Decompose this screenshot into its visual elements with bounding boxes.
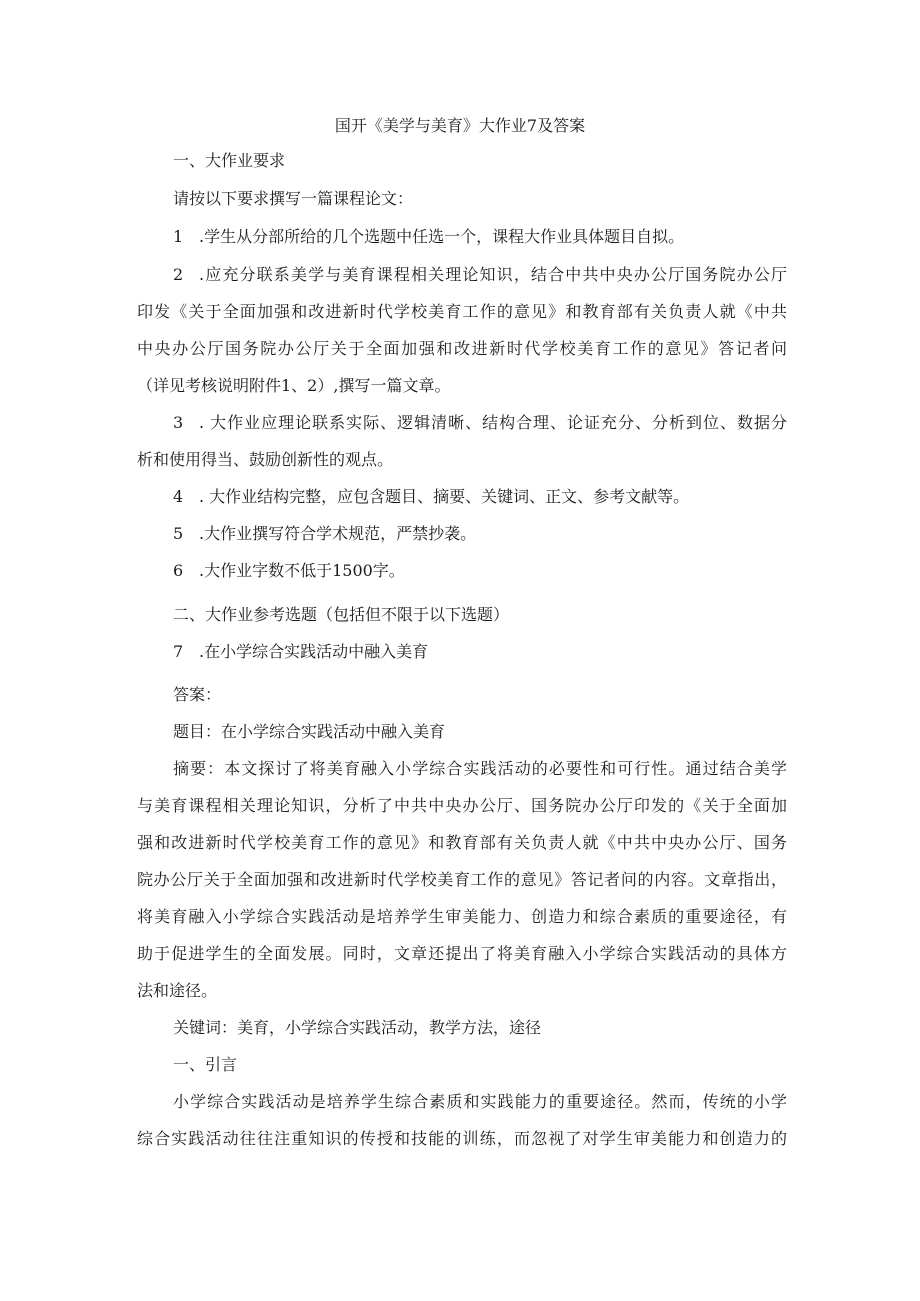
body-line-1: 小学综合实践活动是培养学生综合素质和实践能力的重要途径。然而，传统的小学 [173, 1092, 787, 1111]
intro-paragraph: 请按以下要求撰写一篇课程论文： [173, 189, 414, 208]
requirement-item-6 [173, 560, 787, 582]
requirement-2-line-3: 中央办公厅国务院办公厅关于全面加强和改进新时代学校美育工作的意见》答记者问 [137, 339, 787, 358]
requirement-2-line-4: （详见考核说明附件1、2）,撰写一篇文章。 [137, 376, 451, 395]
requirement-text: .大作业撰写符合学术规范，严禁抄袭。 [199, 524, 477, 543]
requirement-number: 1 [173, 227, 184, 246]
answer-label: 答案： [173, 685, 222, 704]
requirement-item-5 [173, 523, 787, 545]
abstract-line-1: 摘要：本文探讨了将美育融入小学综合实践活动的必要性和可行性。通过结合美学 [173, 759, 787, 778]
requirement-item-2 [173, 264, 787, 286]
requirement-item-4 [173, 486, 787, 508]
abstract-line-4: 院办公厅关于全面加强和改进新时代学校美育工作的意见》答记者问的内容。文章指出， [137, 870, 787, 889]
section-heading-topics: 二、大作业参考选题（包括但不限于以下选题） [173, 605, 510, 624]
document-title: 国开《美学与美育》大作业7及答案 [334, 116, 586, 135]
requirement-3-line-2: 析和使用得当、鼓励创新性的观点。 [137, 450, 394, 469]
requirement-number: 3 [173, 413, 184, 432]
keywords: 关键词：美育，小学综合实践活动，教学方法，途径 [173, 1018, 542, 1037]
requirement-number: 2 [173, 265, 184, 284]
requirement-number: 4 [173, 487, 184, 506]
section-heading-introduction: 一、引言 [173, 1055, 238, 1074]
requirement-text: . 大作业应理论联系实际、逻辑清晰、结构合理、论证充分、分析到位、数据分 [199, 413, 787, 432]
abstract-line-2: 与美育课程相关理论知识，分析了中共中央办公厅、国务院办公厅印发的《关于全面加 [137, 796, 787, 815]
requirement-item-1 [173, 226, 787, 248]
topic-text: .在小学综合实践活动中融入美育 [199, 642, 429, 661]
requirement-text: .大作业字数不低于1500字。 [199, 561, 405, 580]
abstract-line-3: 强和改进新时代学校美育工作的意见》和教育部有关负责人就《中共中央办公厅、国务 [137, 833, 787, 852]
requirement-text: . 大作业结构完整，应包含题目、摘要、关键词、正文、参考文献等。 [199, 487, 690, 506]
requirement-number: 5 [173, 524, 184, 543]
topic-item-7 [173, 641, 787, 663]
abstract-line-6: 助于促进学生的全面发展。同时，文章还提出了将美育融入小学综合实践活动的具体方 [137, 944, 787, 963]
section-heading-requirements: 一、大作业要求 [173, 151, 286, 170]
requirement-number: 6 [173, 561, 184, 580]
body-line-2: 综合实践活动往往注重知识的传授和技能的训练，而忽视了对学生审美能力和创造力的 [137, 1129, 787, 1148]
abstract-line-5: 将美育融入小学综合实践活动是培养学生审美能力、创造力和综合素质的重要途径，有 [137, 907, 787, 926]
abstract-line-7: 法和途径。 [137, 981, 218, 1000]
answer-title: 题目：在小学综合实践活动中融入美育 [173, 722, 446, 741]
topic-number: 7 [173, 642, 184, 661]
requirement-item-3 [173, 412, 787, 434]
requirement-2-line-2: 印发《关于全面加强和改进新时代学校美育工作的意见》和教育部有关负责人就《中共 [137, 302, 787, 321]
requirement-text: .应充分联系美学与美育课程相关理论知识，结合中共中央办公厅国务院办公厅 [199, 265, 787, 284]
requirement-text: .学生从分部所给的几个选题中任选一个，课程大作业具体题目自拟。 [199, 227, 685, 246]
